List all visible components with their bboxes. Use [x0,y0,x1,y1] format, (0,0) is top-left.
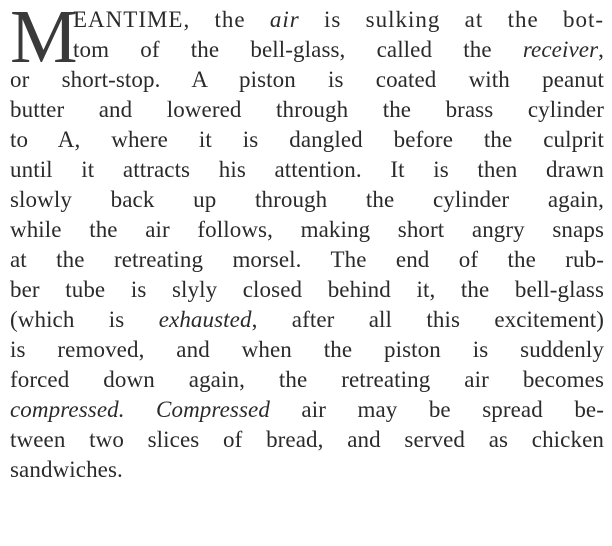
text-line [10,455,604,485]
text-line [10,305,604,335]
text-line [10,65,604,95]
italic-run: exhausted [158,307,252,332]
drop-cap: M [10,0,77,79]
text-line [10,215,604,245]
text-run: , [598,37,604,62]
italic-run: compressed. Compressed [10,397,270,422]
text-line [10,185,604,215]
text-line [10,95,604,125]
text-run: (which is [10,307,159,332]
text-line [73,35,604,65]
text-run: at the retreating morsel. The end of the rub- [10,247,604,272]
text-line [10,395,604,425]
text-run: while the air follows, making short angry snaps [10,217,604,242]
text-line [10,335,604,365]
text-line [10,155,604,185]
text-run: air may be spread be- [269,397,604,422]
text-run: slowly back up through the cylinder again, [10,187,604,212]
text-line [10,425,604,455]
text-run: tween two slices of bread, and served as chicken [10,427,604,452]
text-run: forced down again, the retreating air becomes [10,367,604,392]
text-run: is sulking at the bot- [299,7,604,32]
text-run: tom of the bell-glass, called the [73,37,523,62]
text-line [10,245,604,275]
text-run: or short-stop. A piston is coated with peanut [10,67,604,92]
text-run: until it attracts his attention. It is then drawn [10,157,604,182]
text-line [10,365,604,395]
text-run: to A, where it is dangled before the culprit [10,127,604,152]
text-line [10,275,604,305]
text-line [73,5,604,35]
text-run: butter and lowered through the brass cylinder [10,97,604,122]
text-run: is removed, and when the piston is suddenly [10,337,604,362]
text-line [10,125,604,155]
text-run: sandwiches. [10,457,123,482]
text-run: , after all this excitement) [251,307,604,332]
text-run: ber tube is slyly closed behind it, the bell-glass [10,277,604,302]
text-run: EANTIME, the [73,7,270,32]
italic-run: air [269,7,300,32]
italic-run: receiver [522,37,599,62]
